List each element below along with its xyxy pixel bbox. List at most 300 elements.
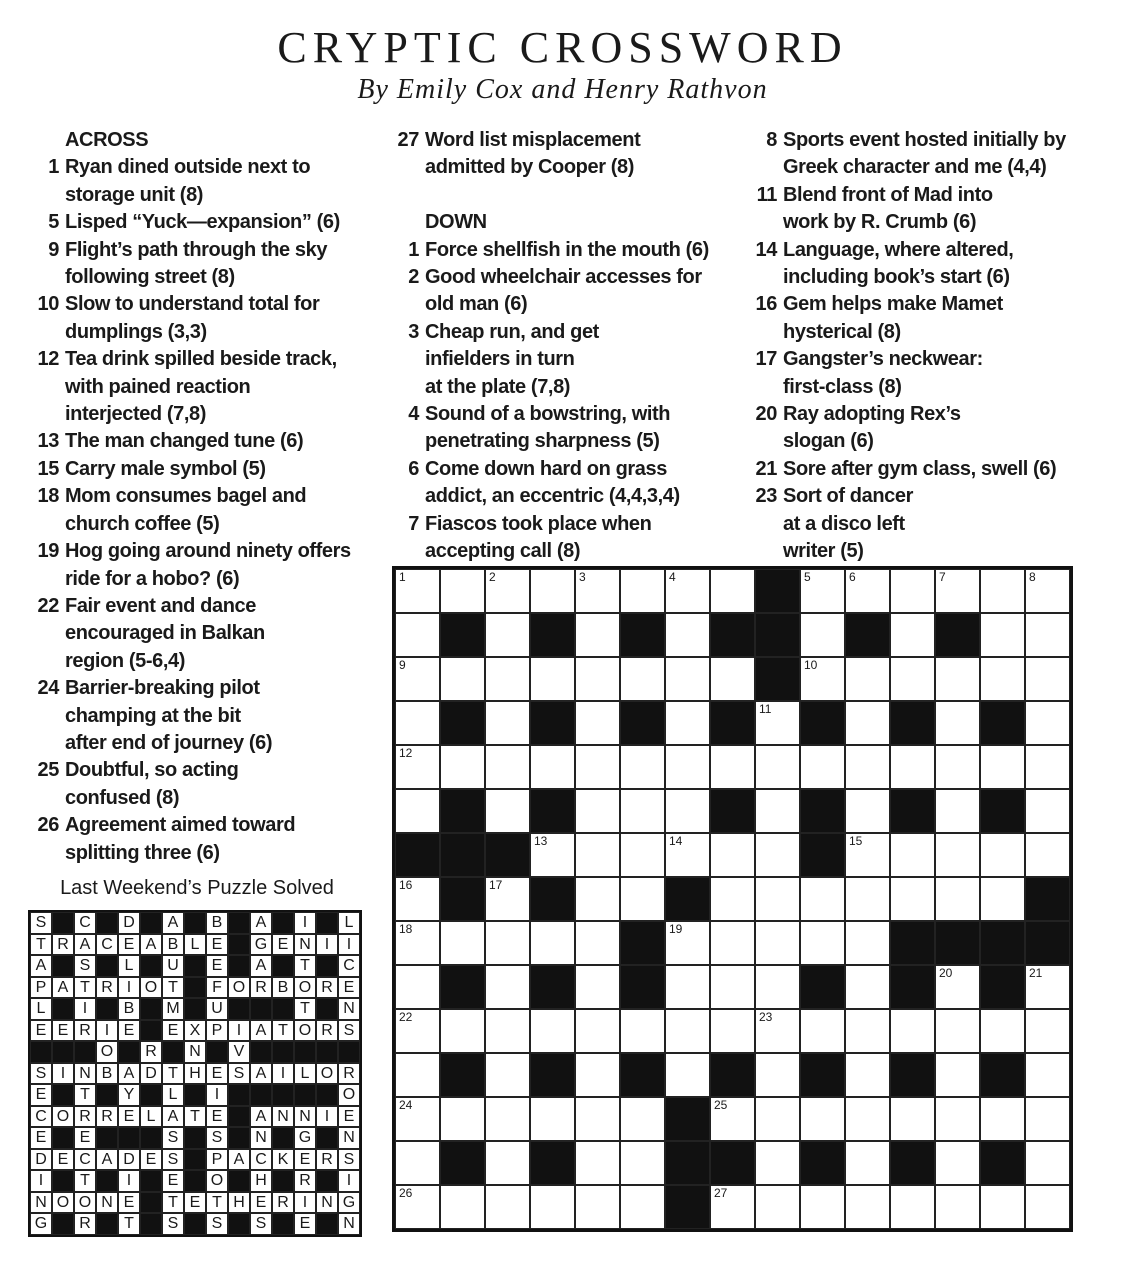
grid-cell[interactable]	[575, 789, 620, 833]
grid-cell[interactable]	[1025, 1185, 1070, 1229]
grid-cell[interactable]	[755, 701, 800, 745]
grid-cell[interactable]	[1025, 1053, 1070, 1097]
spacer	[392, 182, 722, 209]
grid-cell[interactable]	[395, 701, 440, 745]
grid-cell[interactable]	[485, 745, 530, 789]
grid-cell[interactable]	[620, 789, 665, 833]
grid-cell[interactable]	[845, 745, 890, 789]
down-clue-8[interactable]	[750, 127, 1100, 182]
grid-cell[interactable]	[755, 965, 800, 1009]
solution-block	[30, 1041, 52, 1063]
clue-line: Slow to understand total for	[65, 293, 320, 316]
solution-cell: R	[96, 1106, 118, 1128]
grid-cell[interactable]	[845, 657, 890, 701]
grid-cell[interactable]	[935, 965, 980, 1009]
grid-cell[interactable]	[395, 1141, 440, 1185]
solution-cell: R	[74, 1106, 96, 1128]
grid-cell[interactable]	[755, 877, 800, 921]
solution-cell: E	[30, 1127, 52, 1149]
solution-cell: S	[30, 912, 52, 934]
grid-cell[interactable]	[440, 1185, 485, 1229]
grid-cell[interactable]	[575, 877, 620, 921]
solution-block	[184, 1149, 206, 1171]
grid-cell[interactable]	[845, 701, 890, 745]
grid-cell[interactable]	[665, 921, 710, 965]
across-clue-25[interactable]	[32, 757, 362, 812]
grid-cell[interactable]	[710, 877, 755, 921]
solution-block	[96, 998, 118, 1020]
crossword-grid[interactable]	[392, 566, 1073, 1232]
down-heading: DOWN	[425, 211, 487, 234]
solution-block	[316, 955, 338, 977]
grid-cell[interactable]	[620, 745, 665, 789]
grid-cell[interactable]	[530, 1097, 575, 1141]
grid-block	[755, 613, 800, 657]
solution-block	[52, 1084, 74, 1106]
grid-cell[interactable]	[845, 1185, 890, 1229]
solution-cell: S	[206, 1127, 228, 1149]
solution-cell: P	[30, 977, 52, 999]
grid-cell[interactable]	[710, 1009, 755, 1053]
grid-cell[interactable]	[575, 569, 620, 613]
grid-cell[interactable]	[665, 701, 710, 745]
grid-cell[interactable]	[1025, 569, 1070, 613]
grid-cell[interactable]	[395, 789, 440, 833]
grid-cell[interactable]	[440, 1009, 485, 1053]
solution-cell: H	[184, 1063, 206, 1085]
grid-cell[interactable]	[395, 921, 440, 965]
solution-block	[184, 1127, 206, 1149]
grid-cell[interactable]	[1025, 789, 1070, 833]
grid-cell[interactable]	[440, 1097, 485, 1141]
solution-block	[118, 1127, 140, 1149]
clue-line: champing at the bit	[65, 704, 241, 727]
clue-line: following street (8)	[65, 266, 235, 289]
grid-cell[interactable]	[755, 1141, 800, 1185]
grid-cell[interactable]	[755, 745, 800, 789]
down-clue-14[interactable]	[750, 237, 1100, 292]
down-clue-1[interactable]	[392, 237, 722, 264]
grid-cell[interactable]	[845, 569, 890, 613]
grid-cell[interactable]	[800, 1185, 845, 1229]
grid-cell[interactable]	[665, 613, 710, 657]
grid-cell[interactable]	[710, 965, 755, 1009]
grid-block	[665, 1097, 710, 1141]
clue-number: 7	[408, 512, 419, 535]
down-clue-17[interactable]	[750, 346, 1100, 401]
grid-cell[interactable]	[845, 1053, 890, 1097]
solution-cell: E	[118, 934, 140, 956]
grid-cell[interactable]	[710, 921, 755, 965]
solution-block	[272, 998, 294, 1020]
solution-cell: A	[96, 1149, 118, 1171]
grid-cell[interactable]	[575, 745, 620, 789]
grid-cell[interactable]	[845, 1141, 890, 1185]
clue-line: Sort of dancer	[783, 485, 913, 508]
solution-block	[272, 1041, 294, 1063]
grid-cell[interactable]	[980, 569, 1025, 613]
grid-cell[interactable]	[485, 1097, 530, 1141]
grid-cell[interactable]	[845, 1097, 890, 1141]
across-clue-18[interactable]	[32, 483, 362, 538]
solution-cell: I	[294, 912, 316, 934]
grid-cell[interactable]	[980, 1185, 1025, 1229]
grid-cell[interactable]	[395, 745, 440, 789]
across-clue-26[interactable]	[32, 812, 362, 867]
grid-cell[interactable]	[485, 569, 530, 613]
grid-cell[interactable]	[485, 877, 530, 921]
grid-cell[interactable]	[485, 657, 530, 701]
clue-number: 16	[755, 293, 777, 316]
grid-cell[interactable]	[530, 745, 575, 789]
solution-block	[140, 912, 162, 934]
grid-cell[interactable]	[530, 657, 575, 701]
grid-cell[interactable]	[620, 833, 665, 877]
grid-cell[interactable]	[665, 745, 710, 789]
solution-block	[250, 998, 272, 1020]
solution-cell: S	[250, 1213, 272, 1235]
grid-block	[530, 1141, 575, 1185]
clue-line: Barrier-breaking pilot	[65, 677, 260, 700]
grid-cell[interactable]	[710, 1185, 755, 1229]
grid-cell[interactable]	[620, 1097, 665, 1141]
across-clue-27[interactable]	[392, 127, 722, 182]
grid-cell[interactable]	[980, 1009, 1025, 1053]
grid-cell[interactable]	[530, 1009, 575, 1053]
grid-cell[interactable]	[575, 1185, 620, 1229]
grid-cell[interactable]	[845, 833, 890, 877]
grid-cell[interactable]	[800, 1009, 845, 1053]
down-clue-4[interactable]	[392, 401, 722, 456]
grid-cell[interactable]	[485, 1009, 530, 1053]
grid-cell[interactable]	[800, 657, 845, 701]
grid-cell[interactable]	[485, 1185, 530, 1229]
solution-cell: T	[30, 934, 52, 956]
solution-block	[250, 1084, 272, 1106]
grid-cell[interactable]	[665, 569, 710, 613]
clue-text	[65, 237, 327, 292]
solution-cell: I	[316, 1106, 338, 1128]
grid-cell[interactable]	[485, 701, 530, 745]
grid-cell[interactable]	[575, 1097, 620, 1141]
clue-line: ride for a hobo? (6)	[65, 567, 240, 590]
solution-cell: B	[162, 934, 184, 956]
grid-cell[interactable]	[620, 877, 665, 921]
solution-cell: A	[118, 1063, 140, 1085]
grid-block	[800, 1141, 845, 1185]
solution-block	[52, 1041, 74, 1063]
grid-cell[interactable]	[755, 1009, 800, 1053]
grid-cell[interactable]	[395, 1053, 440, 1097]
solution-cell: I	[294, 1192, 316, 1214]
solution-cell: H	[228, 1192, 250, 1214]
grid-cell[interactable]	[800, 921, 845, 965]
grid-cell[interactable]	[710, 657, 755, 701]
grid-cell[interactable]	[755, 1053, 800, 1097]
grid-block	[710, 789, 755, 833]
grid-cell[interactable]	[620, 1185, 665, 1229]
grid-cell[interactable]	[935, 877, 980, 921]
clue-line: at a disco left	[783, 512, 905, 535]
solution-cell: E	[30, 1020, 52, 1042]
across-clue-19[interactable]	[32, 538, 362, 593]
grid-cell[interactable]	[800, 745, 845, 789]
grid-cell[interactable]	[1025, 701, 1070, 745]
down-clue-23[interactable]	[750, 483, 1100, 565]
down-clue-2[interactable]	[392, 264, 722, 319]
cell-number: 9	[399, 658, 406, 672]
grid-cell[interactable]	[395, 1097, 440, 1141]
grid-cell[interactable]	[1025, 1141, 1070, 1185]
solution-cell: I	[272, 1063, 294, 1085]
grid-cell[interactable]	[845, 1009, 890, 1053]
grid-cell[interactable]	[1025, 1097, 1070, 1141]
solution-block	[206, 1041, 228, 1063]
grid-cell[interactable]	[980, 833, 1025, 877]
grid-cell[interactable]	[395, 877, 440, 921]
grid-cell[interactable]	[575, 701, 620, 745]
grid-cell[interactable]	[1025, 745, 1070, 789]
grid-cell[interactable]	[845, 965, 890, 1009]
grid-block	[620, 701, 665, 745]
grid-cell[interactable]	[440, 745, 485, 789]
grid-cell[interactable]	[935, 789, 980, 833]
grid-block	[890, 1053, 935, 1097]
grid-cell[interactable]	[395, 1185, 440, 1229]
across-clue-10[interactable]	[32, 291, 362, 346]
solution-cell: A	[162, 912, 184, 934]
grid-cell[interactable]	[440, 921, 485, 965]
grid-cell[interactable]	[980, 745, 1025, 789]
solution-cell: C	[74, 912, 96, 934]
grid-block	[890, 789, 935, 833]
cell-number: 26	[399, 1186, 413, 1200]
grid-cell[interactable]	[485, 1141, 530, 1185]
grid-cell[interactable]	[575, 965, 620, 1009]
grid-cell[interactable]	[485, 965, 530, 1009]
grid-cell[interactable]	[890, 1097, 935, 1141]
grid-cell[interactable]	[440, 569, 485, 613]
grid-cell[interactable]	[935, 1009, 980, 1053]
across-clue-5[interactable]	[32, 209, 362, 236]
down-clue-3[interactable]	[392, 319, 722, 401]
grid-cell[interactable]	[890, 569, 935, 613]
grid-cell[interactable]	[530, 921, 575, 965]
grid-cell[interactable]	[575, 613, 620, 657]
solution-cell: R	[338, 1063, 360, 1085]
clue-line: region (5-6,4)	[65, 649, 185, 672]
grid-cell[interactable]	[620, 1009, 665, 1053]
grid-cell[interactable]	[665, 1009, 710, 1053]
cell-number: 4	[669, 570, 676, 584]
solution-cell: P	[206, 1149, 228, 1171]
grid-cell[interactable]	[890, 877, 935, 921]
grid-cell[interactable]	[395, 569, 440, 613]
grid-cell[interactable]	[485, 1053, 530, 1097]
across-clue-22[interactable]	[32, 593, 362, 675]
grid-cell[interactable]	[890, 613, 935, 657]
solution-cell: S	[228, 1063, 250, 1085]
grid-cell[interactable]	[665, 1053, 710, 1097]
clue-number: 1	[408, 238, 419, 261]
down-clue-16[interactable]	[750, 291, 1100, 346]
down-clue-7[interactable]	[392, 511, 722, 566]
cell-number: 25	[714, 1098, 728, 1112]
solution-cell: O	[96, 1041, 118, 1063]
grid-cell[interactable]	[710, 833, 755, 877]
down-clue-20[interactable]	[750, 401, 1100, 456]
solution-block	[74, 1041, 96, 1063]
clue-line: encouraged in Balkan	[65, 622, 265, 645]
grid-cell[interactable]	[845, 921, 890, 965]
grid-cell[interactable]	[935, 1141, 980, 1185]
grid-cell[interactable]	[575, 833, 620, 877]
down-clue-6[interactable]	[392, 456, 722, 511]
grid-cell[interactable]	[710, 1097, 755, 1141]
solution-cell: B	[96, 1063, 118, 1085]
across-clue-24[interactable]	[32, 675, 362, 757]
solution-cell: Y	[118, 1084, 140, 1106]
grid-cell[interactable]	[620, 1141, 665, 1185]
grid-cell[interactable]	[980, 877, 1025, 921]
clue-line: slogan (6)	[783, 430, 874, 453]
across-clue-15[interactable]	[32, 456, 362, 483]
solution-cell: N	[184, 1041, 206, 1063]
grid-cell[interactable]	[440, 657, 485, 701]
grid-cell[interactable]	[800, 877, 845, 921]
clue-line: hysterical (8)	[783, 320, 901, 343]
grid-cell[interactable]	[980, 1097, 1025, 1141]
solution-block	[272, 912, 294, 934]
grid-cell[interactable]	[755, 789, 800, 833]
grid-cell[interactable]	[890, 745, 935, 789]
down-clue-21[interactable]	[750, 456, 1100, 483]
grid-cell[interactable]	[395, 965, 440, 1009]
grid-cell[interactable]	[575, 1009, 620, 1053]
grid-cell[interactable]	[575, 657, 620, 701]
grid-cell[interactable]	[575, 1141, 620, 1185]
clue-text	[425, 511, 651, 566]
grid-cell[interactable]	[1025, 613, 1070, 657]
grid-cell[interactable]	[980, 657, 1025, 701]
grid-cell[interactable]	[935, 657, 980, 701]
grid-cell[interactable]	[485, 789, 530, 833]
grid-cell[interactable]	[710, 569, 755, 613]
grid-cell[interactable]	[800, 1097, 845, 1141]
solution-block	[316, 1170, 338, 1192]
across-clue-12[interactable]	[32, 346, 362, 428]
grid-block	[755, 657, 800, 701]
grid-cell[interactable]	[1025, 833, 1070, 877]
solution-block	[228, 1170, 250, 1192]
solution-block	[52, 998, 74, 1020]
grid-cell[interactable]	[1025, 657, 1070, 701]
clue-line: Sound of a bowstring, with	[425, 403, 671, 426]
grid-cell[interactable]	[935, 1185, 980, 1229]
solution-cell: M	[162, 998, 184, 1020]
clue-number: 14	[755, 238, 777, 261]
solution-cell: A	[250, 1020, 272, 1042]
grid-cell[interactable]	[800, 613, 845, 657]
grid-cell[interactable]	[935, 701, 980, 745]
grid-block	[530, 965, 575, 1009]
across-heading: ACROSS	[65, 129, 149, 151]
grid-cell[interactable]	[395, 613, 440, 657]
grid-block	[980, 965, 1025, 1009]
grid-cell[interactable]	[890, 833, 935, 877]
across-clue-9[interactable]	[32, 237, 362, 292]
grid-cell[interactable]	[935, 1097, 980, 1141]
grid-cell[interactable]	[485, 613, 530, 657]
grid-block	[440, 833, 485, 877]
solution-cell: T	[74, 1170, 96, 1192]
grid-cell[interactable]	[620, 569, 665, 613]
grid-cell[interactable]	[755, 1097, 800, 1141]
grid-cell[interactable]	[665, 657, 710, 701]
clue-text	[783, 456, 1056, 483]
cell-number: 1	[399, 570, 406, 584]
grid-cell[interactable]	[845, 877, 890, 921]
solution-cell: E	[250, 1192, 272, 1214]
grid-cell[interactable]	[935, 745, 980, 789]
grid-cell[interactable]	[980, 613, 1025, 657]
clue-line: Good wheelchair accesses for	[425, 266, 702, 289]
grid-cell[interactable]	[395, 1009, 440, 1053]
grid-cell[interactable]	[755, 921, 800, 965]
solution-cell: A	[250, 912, 272, 934]
solution-block	[272, 1127, 294, 1149]
grid-cell[interactable]	[665, 965, 710, 1009]
down-clue-11[interactable]	[750, 182, 1100, 237]
solution-block	[228, 1213, 250, 1235]
grid-cell[interactable]	[755, 833, 800, 877]
grid-cell[interactable]	[935, 1053, 980, 1097]
grid-cell[interactable]	[890, 1009, 935, 1053]
grid-cell[interactable]	[935, 833, 980, 877]
grid-cell[interactable]	[665, 789, 710, 833]
grid-cell[interactable]	[530, 1185, 575, 1229]
grid-cell[interactable]	[1025, 1009, 1070, 1053]
clue-line: Fiascos took place when	[425, 512, 652, 535]
grid-cell[interactable]	[620, 657, 665, 701]
grid-cell[interactable]	[935, 569, 980, 613]
clue-text	[783, 401, 961, 456]
grid-cell[interactable]	[575, 1053, 620, 1097]
grid-cell[interactable]	[890, 657, 935, 701]
solution-cell: N	[294, 1106, 316, 1128]
grid-cell[interactable]	[710, 745, 755, 789]
solution-cell: C	[338, 955, 360, 977]
grid-cell[interactable]	[530, 569, 575, 613]
solution-cell: O	[206, 1170, 228, 1192]
grid-cell[interactable]	[1025, 965, 1070, 1009]
grid-cell[interactable]	[395, 657, 440, 701]
grid-cell[interactable]	[575, 921, 620, 965]
grid-cell[interactable]	[755, 1185, 800, 1229]
grid-cell[interactable]	[845, 789, 890, 833]
grid-cell[interactable]	[665, 833, 710, 877]
grid-cell[interactable]	[485, 921, 530, 965]
grid-cell[interactable]	[800, 569, 845, 613]
solution-cell: D	[30, 1149, 52, 1171]
across-clue-13[interactable]	[32, 428, 362, 455]
across-clue-1[interactable]	[32, 154, 362, 209]
solution-cell: U	[206, 998, 228, 1020]
grid-cell[interactable]	[530, 833, 575, 877]
solution-cell: A	[52, 977, 74, 999]
grid-cell[interactable]	[890, 1185, 935, 1229]
solution-cell: C	[30, 1106, 52, 1128]
